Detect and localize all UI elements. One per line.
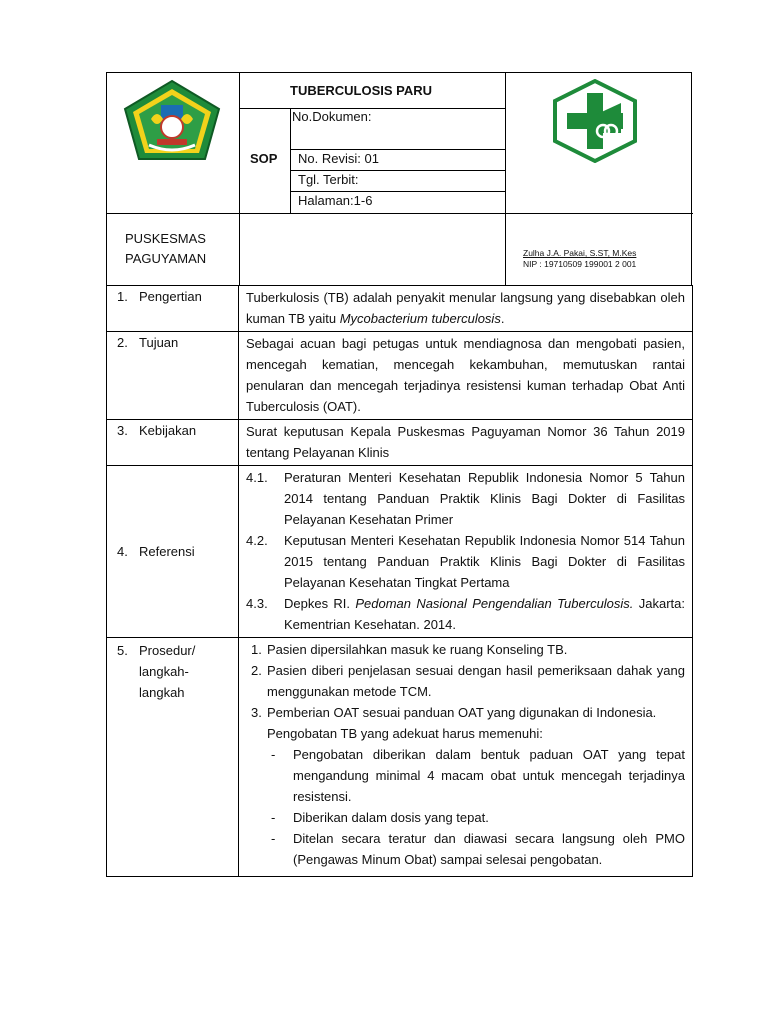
list-item: 4.1. Peraturan Menteri Kesehatan Republik Indonesia Nomor 5 Tahun 2014 tentang Panduan Praktik Klinis Bagi Dokter di Fasilitas Pelayanan Kesehatan Primer <box>246 470 685 527</box>
row-tujuan: 2. Tujuan Sebagai acuan bagi petugas untuk mendiagnosa dan mengobati pasien, mencegah kematian, mencegah kekambuhan, memutuskan rantai penularan dan mencegah terjadinya resistensi kuman terhadap Obat Anti Tuberculosis (OAT). <box>107 332 693 420</box>
list-item: 1. Pasien dipersilahkan masuk ke ruang Konseling TB. <box>251 642 568 657</box>
document-title: TUBERCULOSIS PARU <box>290 83 433 98</box>
text-pengertian: Tuberkulosis (TB) adalah penyakit menular langsung yang disebabkan oleh kuman TB yaitu Mycobacterium tuberculosis. <box>239 286 693 332</box>
row-pengertian: 1. Pengertian Tuberkulosis (TB) adalah penyakit menular langsung yang disebabkan oleh kuman TB yaitu Mycobacterium tuberculosis. <box>107 286 693 332</box>
field-no-dokumen: No.Dokumen: <box>292 109 372 124</box>
sop-header <box>106 72 692 286</box>
label-prosedur: Prosedur/ langkah- langkah <box>139 643 196 700</box>
list-item: 4.2. Keputusan Menteri Kesehatan Republik Indonesia Nomor 514 Tahun 2015 tentang Panduan Praktik Klinis Bagi Dokter di Fasilitas Pelayanan Kesehatan Tingkat Pertama <box>246 533 685 590</box>
signer-name: Zulha J.A. Pakai, S.ST, M.Kes <box>523 248 637 258</box>
org-name: PUSKESMAS PAGUYAMAN <box>125 231 207 266</box>
signer-block <box>523 248 636 270</box>
list-item: - Ditelan secara teratur dan diawasi secara langsung oleh PMO (Pengawas Minum Obat) sampai selesai pengobatan. <box>271 831 685 867</box>
label-kebijakan: Kebijakan <box>139 423 197 438</box>
text-kebijakan: Surat keputusan Kepala Puskesmas Paguyaman Nomor 36 Tahun 2019 tentang Pelayanan Klinis <box>239 420 693 466</box>
sop-body-table <box>106 285 693 877</box>
sub-heading: Pengobatan TB yang adekuat harus memenuhi: <box>267 726 543 741</box>
label-tujuan: Tujuan <box>139 335 179 350</box>
text-tujuan: Sebagai acuan bagi petugas untuk mendiagnosa dan mengobati pasien, mencegah kematian, mencegah kekambuhan, memutuskan rantai penularan dan mencegah terjadinya resistensi kuman terhadap Obat Anti Tuberculosis (OAT). <box>239 332 693 420</box>
health-cross-logo-icon <box>551 79 639 163</box>
regency-emblem-icon <box>121 79 223 161</box>
label-referensi: Referensi <box>139 544 195 559</box>
label-pengertian: Pengertian <box>139 289 202 304</box>
field-halaman: Halaman:1-6 <box>298 193 373 208</box>
list-referensi <box>239 466 693 638</box>
signer-nip: NIP : 19710509 199001 2 001 <box>523 259 637 269</box>
sop-label: SOP <box>250 151 278 166</box>
list-item: 4.3. Depkes RI. Pedoman Nasional Pengendalian Tuberculosis. Jakarta: Kementrian Kesehatan. 2014. <box>246 596 685 632</box>
list-item: - Diberikan dalam dosis yang tepat. <box>271 810 489 825</box>
list-item: 2. Pasien diberi penjelasan sesuai dengan hasil pemeriksaan dahak yang menggunakan metode TCM. <box>251 663 685 699</box>
row-prosedur: 5. Prosedur/ langkah- langkah 1. Pasien dipersilahkan masuk ke ruang Konseling TB. 2. Pasien diberi penjelasan sesuai dengan hasil pemeriksaan dahak yang menggunakan metode TCM. 3. Pemberian OAT sesuai panduan OAT yang digunakan di Indonesia. Pengobatan TB yang adekuat harus memenuhi: - Pengobatan diberikan dalam bentuk paduan OAT yang tepat mengandung minimal 4 macam obat untuk mencegah terjadinya resistensi. - Diberikan dalam dosis yang tepat. - Ditelan secara teratur dan diawasi secara langsung oleh PMO (Pengawas Minum Obat) sampai selesai pengobatan. <box>107 638 693 877</box>
list-item: - Pengobatan diberikan dalam bentuk paduan OAT yang tepat mengandung minimal 4 macam obat untuk mencegah terjadinya resistensi. <box>271 747 685 804</box>
field-no-revisi: No. Revisi: 01 <box>298 151 379 166</box>
row-kebijakan: 3. Kebijakan Surat keputusan Kepala Puskesmas Paguyaman Nomor 36 Tahun 2019 tentang Pelayanan Klinis <box>107 420 693 466</box>
row-referensi: 4. Referensi 4.1. Peraturan Menteri Kesehatan Republik Indonesia Nomor 5 Tahun 2014 tentang Panduan Praktik Klinis Bagi Dokter di Fasilitas Pelayanan Kesehatan Primer 4.2. Keputusan Menteri Kesehatan Republik Indonesia Nomor 514 Tahun 2015 tentang Panduan Praktik Klinis Bagi Dokter di Fasilitas Pelayanan Kesehatan Tingkat Pertama 4.3. Depkes RI. Pedoman Nasional Pengendalian Tuberculosis. Jakarta: Kementrian Kesehatan. 2014. <box>107 466 693 638</box>
sop-document <box>106 72 692 877</box>
field-tgl-terbit: Tgl. Terbit: <box>298 172 359 187</box>
list-prosedur <box>239 638 693 877</box>
list-item: 3. Pemberian OAT sesuai panduan OAT yang digunakan di Indonesia. <box>251 705 657 720</box>
